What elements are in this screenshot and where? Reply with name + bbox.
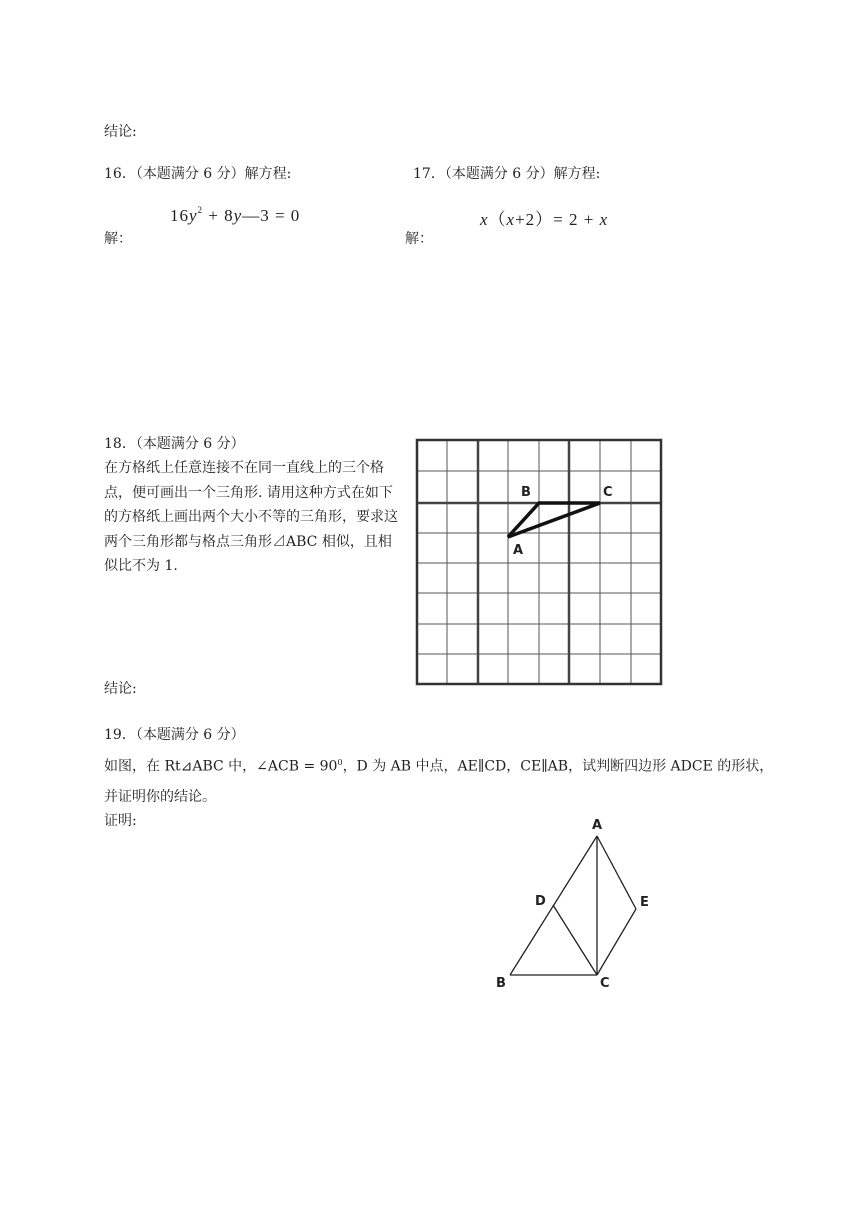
fig-label-b: B [496, 976, 506, 991]
segment-ae [597, 836, 636, 909]
q16-header: 16．（本题满分 6 分）解方程: [104, 166, 292, 182]
q18-body: 在方格纸上任意连接不在同一直线上的三个格点，便可画出一个三角形. 请用这种方式在如下的方格纸上画出两个大小不等的三角形，要求这两个三角形都与格点三角形⊿ABC 相似，且相似比不为 1. [104, 460, 398, 574]
q17-solve-label: 解： [405, 231, 433, 247]
conclusion-label-top: 结论: [104, 124, 137, 140]
fig-label-d: D [535, 894, 546, 909]
q16-solve-label: 解： [104, 231, 132, 247]
segment-dc [553, 905, 597, 975]
fig-label-c: C [600, 976, 610, 991]
q19-header: 19．（本题满分 6 分） [104, 727, 245, 743]
q16-equation: $16y^2$ + 8y—3 = 0 [170, 205, 301, 225]
q19-proof-label: 证明: [104, 813, 137, 829]
segment-ce [597, 909, 636, 975]
grid-label-c: C [603, 485, 613, 500]
q17-header: 17．（本题满分 6 分）解方程: [413, 166, 601, 182]
grid-label-b: B [521, 485, 531, 500]
q19-body: 如图，在 Rt⊿ABC 中，∠ACB = $90^0$，D 为 AB 中点，AE∥CD，CE∥AB，试判断四边形 ADCE 的形状，并证明你的结论。 [104, 758, 774, 805]
fig-label-e: E [640, 895, 649, 910]
q18-conclusion-label: 结论: [104, 681, 137, 697]
grid-label-a: A [513, 543, 524, 558]
q17-equation: x（x+2）= 2 + x [480, 210, 609, 229]
fig-label-a: A [592, 818, 603, 833]
q18-header: 18．（本题满分 6 分） [104, 436, 245, 452]
